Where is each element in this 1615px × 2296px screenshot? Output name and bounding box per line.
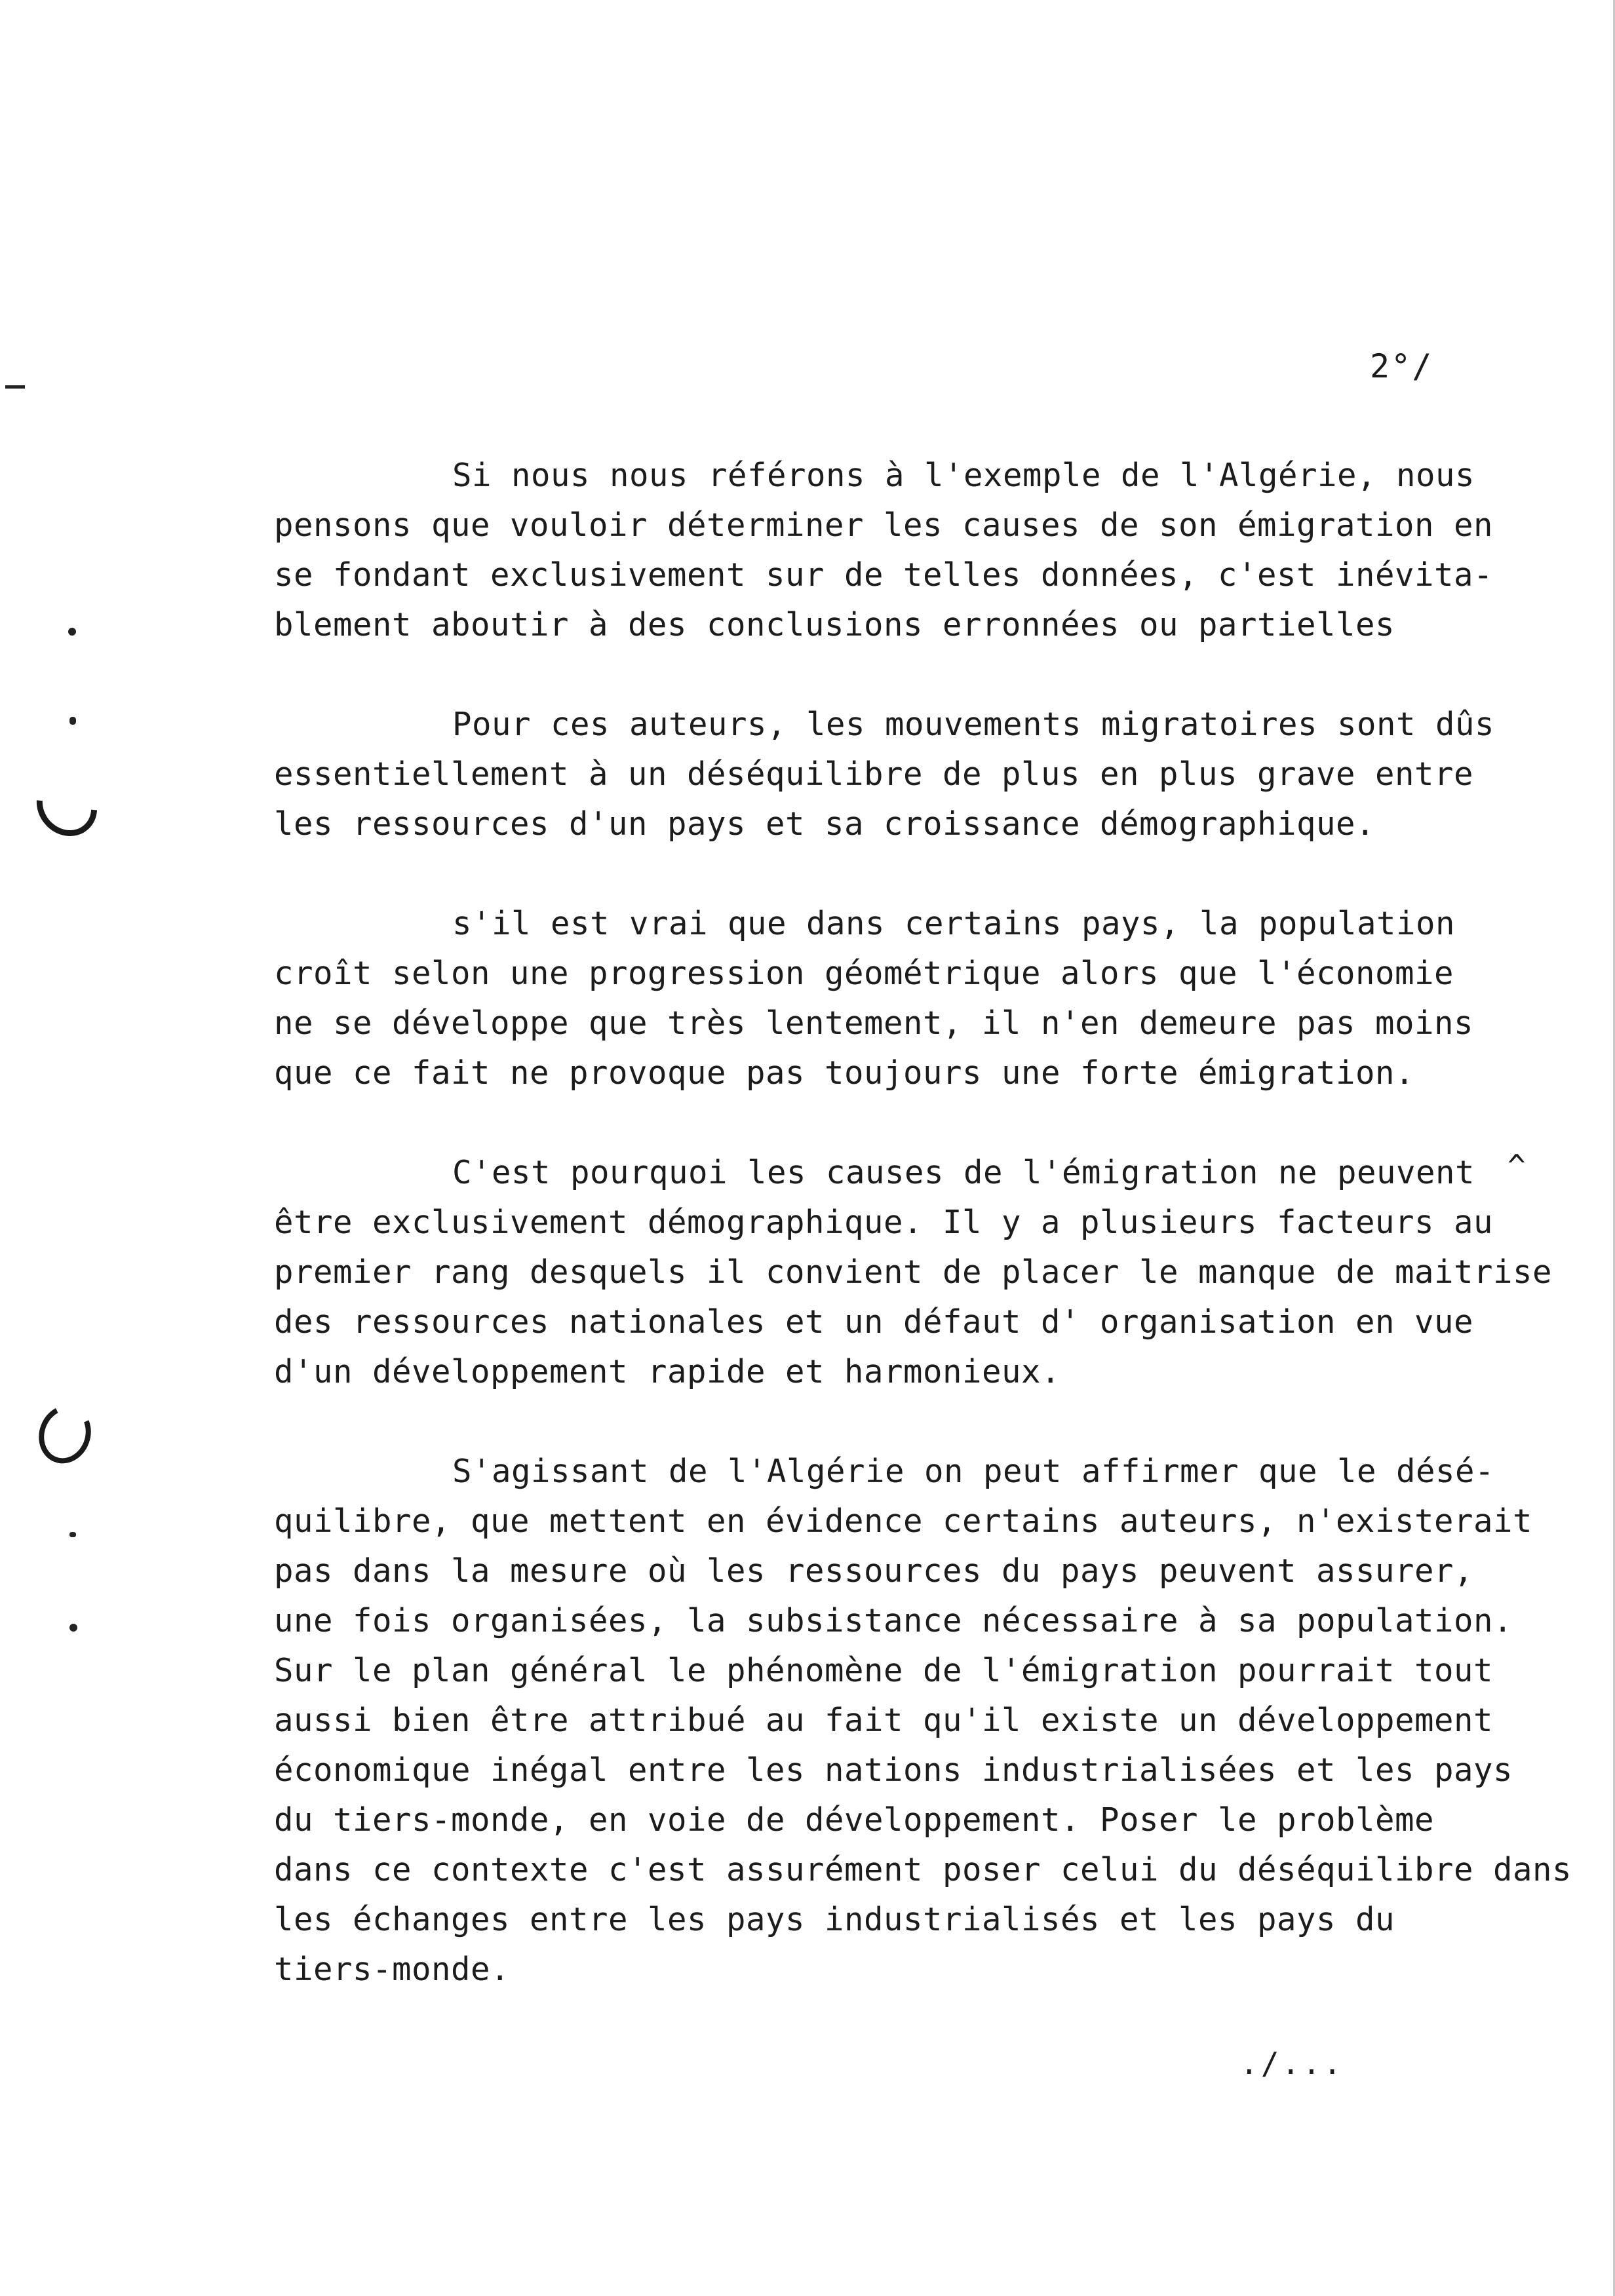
text-line: croît selon une progression géométrique alors que l'économie (274, 955, 1454, 992)
margin-mark (5, 385, 25, 389)
text-line: s'il est vrai que dans certains pays, la population (452, 905, 1456, 942)
body-text (274, 451, 1578, 2044)
text-line: les échanges entre les pays industrialisés et les pays du (274, 1901, 1395, 1938)
text-line: blement aboutir à des conclusions erronnées ou partielles (274, 606, 1395, 643)
text-line: être exclusivement démographique. Il y a plusieurs facteurs au (274, 1204, 1494, 1241)
text-line: aussi bien être attribué au fait qu'il existe un développement (274, 1702, 1494, 1739)
text-line: se fondant exclusivement sur de telles données, c'est inévita- (274, 556, 1494, 594)
paragraph (274, 1148, 1578, 1397)
caret-mark: ^ (1508, 1148, 1526, 1183)
text-line: essentiellement à un déséquilibre de plus en plus grave entre (274, 756, 1474, 793)
margin-mark (69, 717, 76, 725)
text-line: les ressources d'un pays et sa croissance démographique. (274, 805, 1376, 843)
margin-mark (69, 1624, 77, 1632)
punch-hole (24, 762, 109, 849)
page-number: 2°/ (1370, 347, 1433, 385)
text-line: premier rang desquels il convient de placer le manque de maitrise (274, 1253, 1553, 1291)
text-line: ne se développe que très lentement, il n'en demeure pas moins (274, 1004, 1474, 1042)
text-line: économique inégal entre les nations industrialisées et les pays (274, 1751, 1513, 1789)
paragraph (274, 700, 1578, 849)
text-line: Sur le plan général le phénomène de l'émigration pourrait tout (274, 1652, 1494, 1689)
text-line: S'agissant de l'Algérie on peut affirmer que le désé- (452, 1453, 1495, 1490)
paragraph (274, 899, 1578, 1098)
text-line: une fois organisées, la subsistance nécessaire à sa population. (274, 1602, 1513, 1639)
text-line: pensons que vouloir déterminer les causes de son émigration en (274, 507, 1494, 544)
text-line: d'un développement rapide et harmonieux. (274, 1353, 1061, 1390)
text-line: dans ce contexte c'est assurément poser celui du déséquilibre dans (274, 1851, 1572, 1888)
continuation-mark: ./... (1240, 2046, 1344, 2081)
text-line: pas dans la mesure où les ressources du pays peuvent assurer, (274, 1552, 1474, 1590)
text-line: que ce fait ne provoque pas toujours une forte émigration. (274, 1054, 1415, 1092)
text-line: Si nous nous référons à l'exemple de l'Algérie, nous (452, 457, 1475, 494)
text-line: des ressources nationales et un défaut d' organisation en vue (274, 1303, 1474, 1341)
punch-hole (31, 1398, 99, 1470)
paragraph (274, 451, 1578, 650)
text-line: tiers-monde. (274, 1951, 511, 1988)
paragraph (274, 1447, 1578, 1995)
text-line: quilibre, que mettent en évidence certains auteurs, n'existerait (274, 1502, 1533, 1540)
margin-mark (69, 1532, 76, 1537)
text-line: du tiers-monde, en voie de développement. Poser le problème (274, 1801, 1435, 1839)
text-line: Pour ces auteurs, les mouvements migratoires sont dûs (452, 706, 1495, 743)
text-line: C'est pourquoi les causes de l'émigration ne peuvent (452, 1154, 1475, 1191)
margin-mark (68, 628, 76, 636)
